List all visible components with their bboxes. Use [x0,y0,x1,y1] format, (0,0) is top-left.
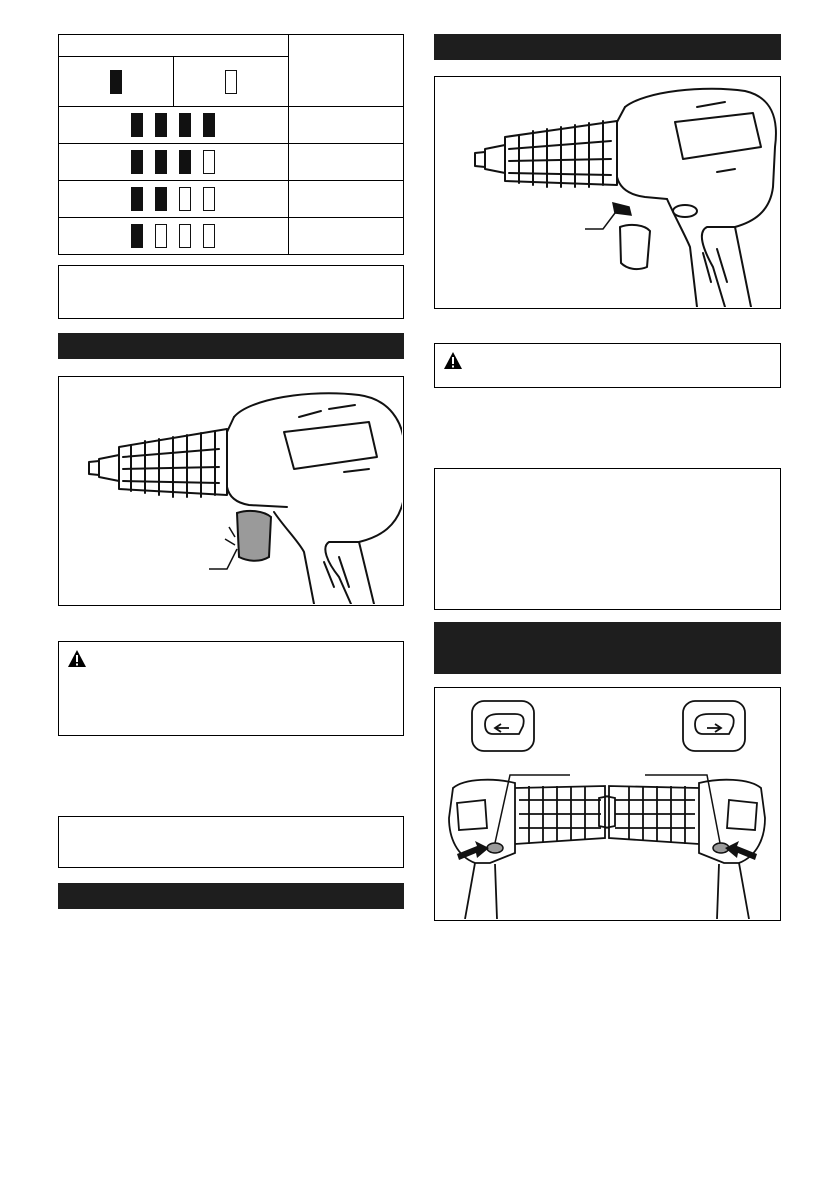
capacity-cell [288,144,403,181]
callout-leader-line [585,213,615,229]
note-box [58,265,404,319]
section-heading-bar [58,333,404,359]
lit-lamp-legend [59,57,174,107]
lamp-switch [613,203,631,215]
section-heading-bar [58,883,404,909]
table-header-lamps [59,35,289,57]
figure-reversing-switch [434,687,781,921]
push-arrow-icon [457,841,489,860]
table-row [59,107,289,144]
capacity-cell [288,181,403,218]
table-row [59,218,289,255]
caution-box [434,343,781,388]
battery-indicator-table [58,34,404,255]
note-box [58,816,404,868]
table-header-capacity [288,35,403,107]
figure-lamp [434,76,781,309]
drill-trigger-illustration [59,377,402,604]
reversing-switch-left [487,843,503,853]
section-heading-bar [434,34,781,60]
off-lamp-legend [173,57,288,107]
figure-switch-trigger [58,376,404,606]
table-row [59,181,289,218]
callout-leader-line [209,549,237,569]
lamp-lit-icon [110,70,122,94]
right-symbol-frame [683,701,745,751]
warning-triangle-icon [67,649,87,669]
capacity-cell [288,218,403,255]
push-arrow-icon [725,841,757,860]
left-symbol-frame [472,701,534,751]
lamp-off-icon [225,70,237,94]
reversing-switch-illustration [435,688,779,919]
warning-triangle-icon [443,351,463,371]
trigger-shaded [237,511,271,561]
note-box [434,468,781,610]
section-heading-bar [434,622,781,674]
table-row [59,144,289,181]
capacity-cell [288,107,403,144]
drill-lamp-illustration [435,77,779,307]
caution-box [58,641,404,736]
